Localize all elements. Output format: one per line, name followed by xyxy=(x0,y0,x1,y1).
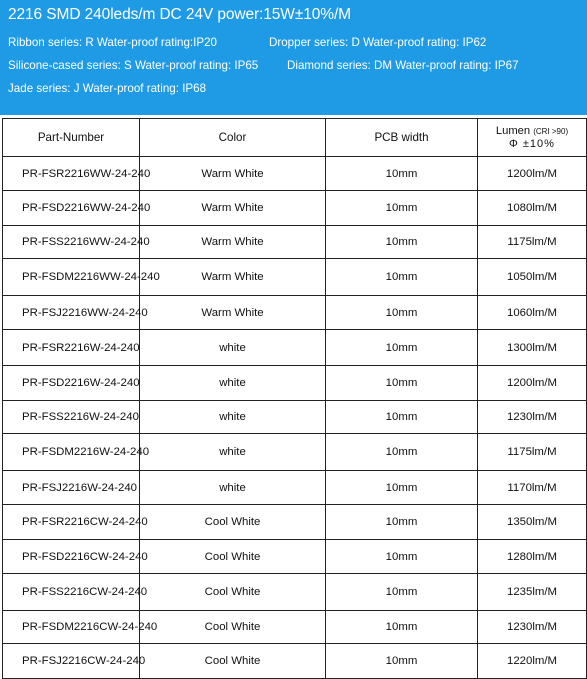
cell-lumen: 1175lm/M xyxy=(478,226,587,259)
cell-color: Warm White xyxy=(140,157,326,191)
cell-part-number: PR-FSS2216W-24-240 xyxy=(3,401,140,434)
lumen-label: Lumen xyxy=(495,124,531,137)
cell-pcb-width: 10mm xyxy=(326,505,478,540)
table-row xyxy=(3,191,587,226)
cell-part-number: PR-FSR2216WW-24-240 xyxy=(3,157,140,191)
cell-color: Cool White xyxy=(140,505,326,540)
cell-lumen: 1235lm/M xyxy=(478,574,587,611)
table-row xyxy=(3,296,587,330)
cell-part-number: PR-FSDM2216CW-24-240 xyxy=(3,611,140,644)
col-lumen xyxy=(478,119,587,157)
cell-color: white xyxy=(140,434,326,471)
cell-part-number: PR-FSJ2216WW-24-240 xyxy=(3,296,140,330)
spec-header xyxy=(0,0,587,115)
cell-color: Warm White xyxy=(140,296,326,330)
cell-pcb-width: 10mm xyxy=(326,401,478,434)
cell-part-number: PR-FSR2216CW-24-240 xyxy=(3,505,140,540)
cell-lumen: 1300lm/M xyxy=(478,330,587,366)
cell-lumen: 1200lm/M xyxy=(478,157,587,191)
table-row xyxy=(3,505,587,540)
cell-lumen: 1170lm/M xyxy=(478,471,587,505)
table-row xyxy=(3,644,587,679)
cell-lumen: 1230lm/M xyxy=(478,401,587,434)
col-pcb-width: PCB width xyxy=(326,119,478,157)
cell-part-number: PR-FSDM2216WW-24-240 xyxy=(3,259,140,296)
table-row xyxy=(3,434,587,471)
cell-color: white xyxy=(140,471,326,505)
cell-color: Warm White xyxy=(140,191,326,226)
cell-part-number: PR-FSS2216CW-24-240 xyxy=(3,574,140,611)
cell-pcb-width: 10mm xyxy=(326,574,478,611)
table-row xyxy=(3,226,587,259)
lumen-cri-note: (CRI >90) xyxy=(533,126,569,136)
cell-part-number: PR-FSS2216WW-24-240 xyxy=(3,226,140,259)
cell-pcb-width: 10mm xyxy=(326,611,478,644)
cell-lumen: 1230lm/M xyxy=(478,611,587,644)
cell-color: Cool White xyxy=(140,611,326,644)
table-row xyxy=(3,574,587,611)
cell-pcb-width: 10mm xyxy=(326,471,478,505)
table-row xyxy=(3,611,587,644)
table-row xyxy=(3,540,587,574)
cell-part-number: PR-FSDM2216W-24-240 xyxy=(3,434,140,471)
col-part-number: Part-Number xyxy=(3,119,140,157)
cell-lumen: 1080lm/M xyxy=(478,191,587,226)
cell-lumen: 1280lm/M xyxy=(478,540,587,574)
series-silicone: Silicone-cased series: S Water-proof rating: IP65 xyxy=(8,59,259,72)
cell-part-number: PR-FSD2216WW-24-240 xyxy=(3,191,140,226)
cell-pcb-width: 10mm xyxy=(326,434,478,471)
table-row xyxy=(3,471,587,505)
series-diamond: Diamond series: DM Water-proof rating: IP67 xyxy=(287,59,519,72)
cell-part-number: PR-FSD2216W-24-240 xyxy=(3,366,140,401)
spec-table xyxy=(2,118,587,679)
cell-pcb-width: 10mm xyxy=(326,330,478,366)
table-row xyxy=(3,157,587,191)
cell-pcb-width: 10mm xyxy=(326,259,478,296)
product-title: 2216 SMD 240leds/m DC 24V power:15W±10%/M xyxy=(8,6,351,23)
col-color: Color xyxy=(140,119,326,157)
table-header-row xyxy=(3,119,587,157)
cell-lumen: 1060lm/M xyxy=(478,296,587,330)
series-ribbon: Ribbon series: R Water-proof rating:IP20 xyxy=(8,36,217,49)
cell-pcb-width: 10mm xyxy=(326,296,478,330)
cell-lumen: 1050lm/M xyxy=(478,259,587,296)
series-jade: Jade series: J Water-proof rating: IP68 xyxy=(8,82,207,95)
cell-lumen: 1175lm/M xyxy=(478,434,587,471)
cell-color: Warm White xyxy=(140,226,326,259)
cell-color: Cool White xyxy=(140,540,326,574)
cell-pcb-width: 10mm xyxy=(326,366,478,401)
cell-lumen: 1350lm/M xyxy=(478,505,587,540)
cell-lumen: 1220lm/M xyxy=(478,644,587,679)
cell-lumen: 1200lm/M xyxy=(478,366,587,401)
cell-part-number: PR-FSJ2216W-24-240 xyxy=(3,471,140,505)
table-row xyxy=(3,401,587,434)
cell-color: white xyxy=(140,401,326,434)
cell-pcb-width: 10mm xyxy=(326,644,478,679)
cell-color: Cool White xyxy=(140,644,326,679)
cell-pcb-width: 10mm xyxy=(326,157,478,191)
cell-part-number: PR-FSD2216CW-24-240 xyxy=(3,540,140,574)
cell-color: Warm White xyxy=(140,259,326,296)
lumen-tolerance: Φ ±10% xyxy=(509,137,555,150)
table-row xyxy=(3,259,587,296)
cell-color: Cool White xyxy=(140,574,326,611)
table-row xyxy=(3,366,587,401)
cell-color: white xyxy=(140,330,326,366)
cell-color: white xyxy=(140,366,326,401)
cell-pcb-width: 10mm xyxy=(326,540,478,574)
series-dropper: Dropper series: D Water-proof rating: IP62 xyxy=(269,36,487,49)
table-row xyxy=(3,330,587,366)
cell-pcb-width: 10mm xyxy=(326,226,478,259)
cell-part-number: PR-FSR2216W-24-240 xyxy=(3,330,140,366)
cell-pcb-width: 10mm xyxy=(326,191,478,226)
cell-part-number: PR-FSJ2216CW-24-240 xyxy=(3,644,140,679)
